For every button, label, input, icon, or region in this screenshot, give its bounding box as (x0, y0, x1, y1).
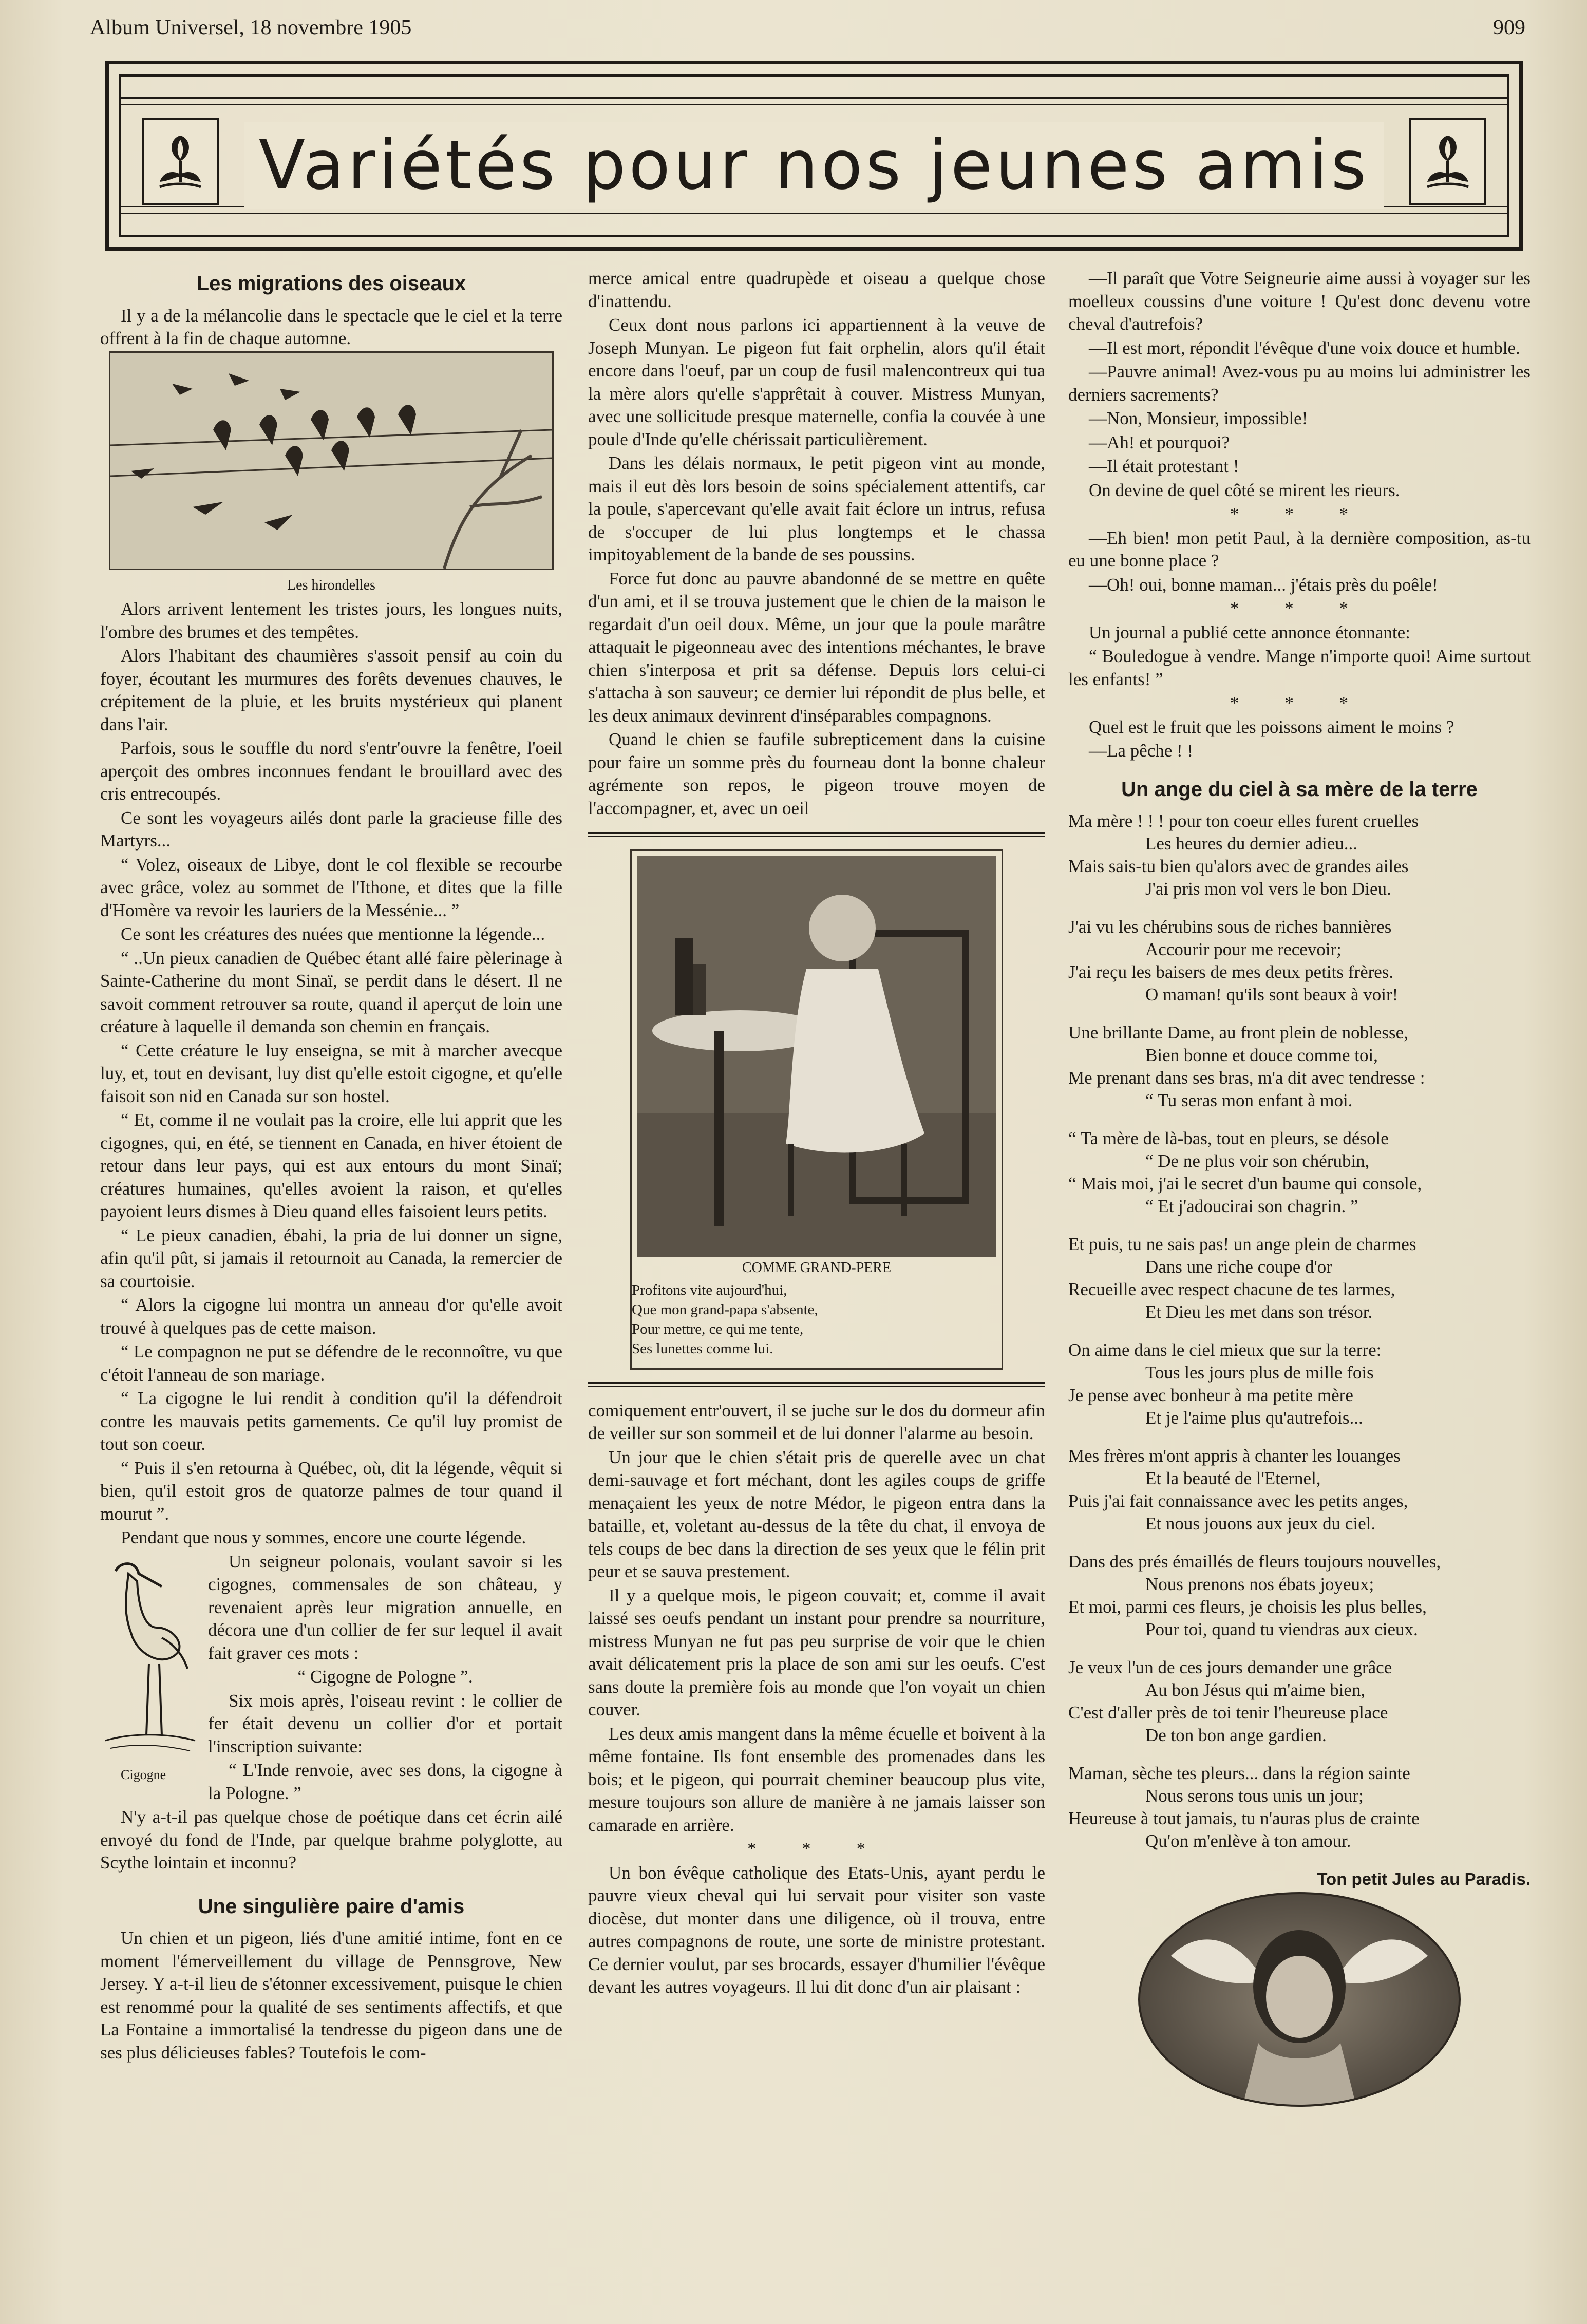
paragraph: Alors l'habitant des chaumières s'assoit pensif au coin du foyer, écoutant les murmures des forêts devenues chauves, le crépitement de la pluie, et les bruits mystérieux qui planent dans l'air. (100, 646, 562, 734)
paragraph: Un seigneur polonais, voulant savoir si les cigognes, commensales de son château, y revenaient après leur migration annuelle, en décora une d'un collier de fer sur lequel il avait fait graver ces mots : (208, 1551, 562, 1663)
page-number: 909 (1493, 16, 1525, 40)
stork-caption: Cigogne (121, 1767, 166, 1782)
stanza: Et puis, tu ne sais pas! un ange plein de charmes Dans une riche coupe d'or Recueille avec respect chacune de tes larmes, Et Dieu les met dans son trésor. (1068, 1234, 1416, 1322)
dialogue-line: —Il paraît que Votre Seigneurie aime aussi à voyager sur les moelleux coussins d'une voiture ! Qu'est donc devenu votre cheval d'autrefois? (1068, 268, 1531, 334)
paragraph: N'y a-t-il pas quelque chose de poétique dans cet écrin ailé envoyé du fond de l'Inde, par quelque brahme polyglotte, au Scythe lointain et inconnu? (100, 1807, 562, 1873)
paragraph: “ Puis il s'en retourna à Québec, où, dit la légende, vêquit si bien, qu'il estoit gros de quatorze palmes de tour quand il mourut ”. (100, 1458, 562, 1524)
paragraph: “ Cette créature le luy enseigna, se mit à marcher avecque luy, et, tout en devisant, luy dist qu'elle estoit cigogne, et qu'elle faisoit son nid en Canada sur son hostel. (100, 1040, 562, 1106)
photo-caption: COMME GRAND-PERE (742, 1260, 892, 1276)
paragraph: Ceux dont nous parlons ici appartiennent à la veuve de Joseph Munyan. Le pigeon fut fait orphelin, alors qu'il était encore dans l'oeuf, par un coup de fusil malencontreux qui tua la mère alors qu'elle s'apprêtait à couver. Mistress Munyan, avec une sollicitude presque maternelle, confia la couvée à une poule d'Inde qu'elle chérissait particulièrement. (588, 315, 1045, 449)
poem (1068, 810, 1531, 1853)
paragraph: comiquement entr'ouvert, il se juche sur le dos du dormeur afin de veiller sur son sommeil et de lui donner l'alarme au besoin. (588, 1400, 1045, 1443)
stanza: On aime dans le ciel mieux que sur la terre: Tous les jours plus de mille fois Je pense avec bonheur à ma petite mère Et je l'aime plus qu'autrefois... (1068, 1340, 1382, 1428)
photo-frame (630, 849, 1003, 1370)
stanza: Maman, sèche tes pleurs... dans la région sainte Nous serons tous unis un jour; Heureuse à tout jamais, tu n'auras plus de crainte Qu'on m'enlève à ton amour. (1068, 1763, 1420, 1851)
stork-section (100, 1551, 562, 1806)
section-banner (105, 61, 1523, 251)
tulip-ornament-icon (142, 118, 219, 205)
dialogue-line: —Oh! oui, bonne maman... j'étais près du poêle! (1089, 574, 1438, 595)
separator-stars: * * * (747, 1839, 886, 1859)
stanza: “ Ta mère de là-bas, tout en pleurs, se désole “ De ne plus voir son chérubin, “ Mais moi, j'ai le secret d'un baume qui console, “ Et j'adoucirai son chagrin. ” (1068, 1128, 1422, 1216)
dialogue-line: —Pauvre animal! Avez-vous pu au moins lui administrer les derniers sacrements? (1068, 362, 1531, 405)
separator-stars: * * * (1230, 693, 1369, 713)
paragraph: merce amical entre quadrupède et oiseau a quelque chose d'inattendu. (588, 268, 1045, 311)
paragraph: Dans les délais normaux, le petit pigeon vint au monde, mais il eut dès lors besoin de soins spécialement attentifs, car la poule, s'apercevant qu'elle avait fait éclore un intrus, refusa de s'occuper de lui plus longtemps et le chassa impitoyablement de la bande de ses poussins. (588, 453, 1045, 564)
inscription: “ L'Inde renvoie, avec ses dons, la cigogne à la Pologne. ” (208, 1760, 562, 1803)
stanza: J'ai vu les chérubins sous de riches bannières Accourir pour me recevoir; J'ai reçu les baisers de mes deux petits frères. O maman! qu'ils sont beaux à voir! (1068, 917, 1399, 1005)
running-header (90, 15, 1525, 46)
swallows-illustration (109, 351, 554, 570)
paragraph: Quand le chien se faufile subrepticement dans la cuisine pour faire un somme près du fourneau dont la bonne chaleur agrémente son repos, le pigeon trouve moyen de l'accompagner, et, avec un oeil (588, 729, 1045, 818)
divider (588, 1382, 1045, 1387)
dialogue-line: —Il est mort, répondit l'évêque d'une voix douce et humble. (1089, 337, 1520, 358)
child-photo (637, 856, 996, 1257)
separator-stars: * * * (1230, 598, 1369, 618)
paragraph: Il y a de la mélancolie dans le spectacle que le ciel et la terre offrent à la fin de chaque automne. (100, 305, 562, 348)
dialogue-line: —Ah! et pourquoi? (1089, 432, 1230, 452)
angel-portrait (1138, 1892, 1461, 2107)
stanza: Ma mère ! ! ! pour ton coeur elles furent cruelles Les heures du dernier adieu... Mais sais-tu bien qu'alors avec de grandes ailes J'ai pris mon vol vers le bon Dieu. (1068, 811, 1419, 899)
paragraph: Alors arrivent lentement les tristes jours, les longues nuits, l'ombre des brumes et des tempêtes. (100, 599, 562, 642)
paragraph: “ Alors la cigogne lui montra un anneau d'or qu'elle avoit trouvé à quelques pas de cette maison. (100, 1295, 562, 1338)
paragraph: “ Volez, oiseaux de Libye, dont le col flexible se recourbe avec grâce, volez au sommet de l'Ithone, et dites que la fille d'Homère va revoir les lauriers de la Messénie... ” (100, 854, 562, 920)
poem-signature: Ton petit Jules au Paradis. (1317, 1869, 1531, 1888)
dialogue-line: —La pêche ! ! (1089, 741, 1194, 761)
dialogue-line: “ Bouledogue à vendre. Mange n'importe quoi! Aime surtout les enfants! ” (1068, 646, 1531, 689)
paragraph: Un bon évêque catholique des Etats-Unis, ayant perdu le pauvre vieux cheval qui lui servait pour visiter son vaste diocèse, dut monter dans une diligence, où il trouva, entre autres compagnons de route, une sorte de ministre protestant. Ce dernier voulut, par ses brocards, essayer d'humilier l'évêque devant les autres voyageurs. Il lui dit donc d'un air plaisant : (588, 1862, 1045, 1997)
dialogue-line: —Eh bien! mon petit Paul, à la dernière composition, as-tu eu une bonne place ? (1068, 527, 1531, 571)
dialogue-line: Un journal a publié cette annonce étonnante: (1089, 622, 1410, 643)
inscription: “ Cigogne de Pologne ”. (297, 1667, 473, 1687)
paragraph: “ La cigogne le lui rendit à condition qu'il la défendroit contre les mauvais petits garnements. Ce qu'il luy promist de tout son coeur. (100, 1388, 562, 1454)
paragraph: Ce sont les voyageurs ailés dont parle la gracieuse fille des Martyrs... (100, 807, 562, 851)
column-1 (100, 267, 562, 2065)
stork-illustration (100, 1551, 198, 1787)
paragraph: “ Le pieux canadien, ébahi, la pria de lui donner un signe, afin qu'il pût, si jamais il retournoit au Canada, la remercier de sa courtoisie. (100, 1225, 562, 1291)
column-2 (588, 267, 1045, 2000)
dialogue-line: —Non, Monsieur, impossible! (1089, 408, 1308, 428)
dialogue-line: Quel est le fruit que les poissons aiment le moins ? (1089, 716, 1454, 737)
paragraph: Un chien et un pigeon, liés d'une amitié intime, font en ce moment l'émerveillement du village de Pennsgrove, New Jersey. Y a-t-il lieu de s'étonner excessivement, puisque le chien est renommé pour la qualité de ses sentiments affectifs, et que La Fontaine a immortalisé la tendresse du pigeon dans une de ses plus délicieuses fables? Toutefois le com- (100, 1928, 562, 2063)
dialogue-line: On devine de quel côté se mirent les rieurs. (1089, 480, 1400, 500)
photo-verse-line: Que mon grand-papa s'absente, (632, 1301, 818, 1318)
publication-date: Album Universel, 18 novembre 1905 (90, 16, 412, 40)
separator-stars: * * * (1230, 504, 1369, 524)
column-3 (1068, 267, 1531, 2107)
paragraph: Il y a quelque mois, le pigeon couvait; et, comme il avait laissé ses oeufs pendant un instant pour prendre sa nourriture, mistress Munyan ne fut pas peu surprise de voir que le chien avait délicatement pris la place de son ami sur les oeufs. C'est sans doute la première fois au monde que l'on voyait un chien couver. (588, 1585, 1045, 1720)
paragraph: “ Et, comme il ne voulait pas la croire, elle lui apprit que les cigognes, qui, en été, se tiennent en Canada, en hiver étoient de retour dans leur pays, qui est aux entours du mont Sinaï; créatures humaines, qu'elles avoient la raison, et qu'elles payoient leurs dismes à Dieu quand elles faisoient leurs petits. (100, 1110, 562, 1221)
poem-heading: Un ange du ciel à sa mère de la terre (1121, 778, 1478, 801)
divider (588, 832, 1045, 837)
stanza: Mes frères m'ont appris à chanter les louanges Et la beauté de l'Eternel, Puis j'ai fait connaissance avec les petits anges, Et nous jouons aux jeux du ciel. (1068, 1446, 1408, 1534)
stanza: Dans des prés émaillés de fleurs toujours nouvelles, Nous prenons nos ébats joyeux; Et moi, parmi ces fleurs, je choisis les plus belles, Pour toi, quand tu viendras aux cieux. (1068, 1552, 1441, 1639)
paragraph: Parfois, sous le souffle du nord s'entr'ouvre la fenêtre, l'oeil aperçoit des ombres inconnues fendant le brouillard avec des cris entrecoupés. (100, 738, 562, 804)
article-heading: Une singulière paire d'amis (198, 1895, 465, 1918)
photo-verse-line: Profitons vite aujourd'hui, (632, 1281, 787, 1298)
section-title: Variétés pour nos jeunes amis (244, 122, 1384, 209)
paragraph: “ Le compagnon ne put se défendre de le reconnoître, vu que c'étoit l'anneau de son mariage. (100, 1342, 562, 1385)
paragraph: Pendant que nous y sommes, encore une courte légende. (121, 1527, 526, 1547)
paragraph: Ce sont les créatures des nuées que mentionne la légende... (121, 924, 545, 944)
paragraph: Un jour que le chien s'était pris de querelle avec un chat demi-sauvage et fort méchant, dont les agiles coups de griffe menaçaient les yeux de notre Médor, le pigeon entra dans la bataille, et, voletant au-dessus de la tête du chat, il envoya de tels coups de bec dans la direction de ses yeux que le félin prit peur et se sauva prestement. (588, 1447, 1045, 1581)
photo-verse-line: Ses lunettes comme lui. (632, 1340, 773, 1357)
tulip-ornament-icon (1409, 118, 1486, 205)
stanza: Une brillante Dame, au front plein de noblesse, Bien bonne et douce comme toi, Me prenant dans ses bras, m'a dit avec tendresse : “ Tu seras mon enfant à moi. (1068, 1023, 1425, 1110)
dialogue-line: —Il était protestant ! (1089, 456, 1239, 476)
paragraph: “ ..Un pieux canadien de Québec étant allé faire pèlerinage à Sainte-Catherine du mont Sinaï, se perdit dans le désert. Il ne savoit comment retrouver sa route, quand il aperçut de loin une créature à laquelle il demanda son chemin en français. (100, 948, 562, 1036)
stanza: Je veux l'un de ces jours demander une grâce Au bon Jésus qui m'aime bien, C'est d'aller près de toi tenir l'heureuse place De ton bon ange gardien. (1068, 1657, 1392, 1745)
article-heading: Les migrations des oiseaux (196, 272, 466, 295)
photo-verse-line: Pour mettre, ce qui me tente, (632, 1320, 804, 1337)
image-caption: Les hirondelles (287, 577, 375, 593)
paragraph: Six mois après, l'oiseau revint : le collier de fer était devenu un collier d'or et portait l'inscription suivante: (208, 1690, 562, 1756)
paragraph: Les deux amis mangent dans la même écuelle et boivent à la même fontaine. Ils font ensemble des promenades dans les bois; et le pigeon, qui pourrait cheminer beaucoup plus vite, mesure toujours son allure de manière à ne jamais laisser son camarade en arrière. (588, 1723, 1045, 1835)
paragraph: Force fut donc au pauvre abandonné de se mettre en quête d'un ami, et il se trouva justement que le chien de la maison le regardait d'un oeil doux. Même, un jour que la poule marâtre attaquait le pigeonneau avec des intentions méchantes, le brave chien s'interposa et prit sa défense. Depuis lors celui-ci s'attacha à son sauveur; ce dernier lui répondit de plus belle, et les deux animaux devinrent d'inséparables compagnons. (588, 568, 1045, 726)
